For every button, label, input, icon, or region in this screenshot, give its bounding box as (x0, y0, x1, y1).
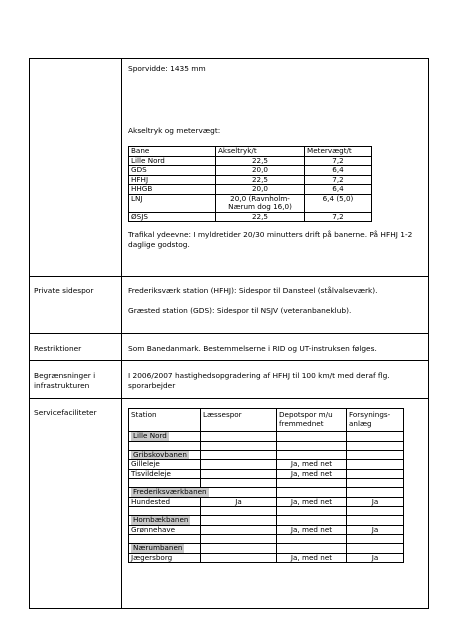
axle-cell: 20,0 (Ravnholm-Nærum dog 16,0) (216, 194, 305, 212)
group-row (129, 488, 404, 498)
station-name: Grønnehave (129, 525, 201, 535)
restrictions-text: Som Banedanmark. Bestemmelserne i RID og UT-instruksen følges. (122, 334, 429, 361)
table-row (129, 460, 404, 470)
table-row (30, 277, 429, 334)
service-header-station: Station (129, 409, 201, 432)
axle-cell: 7,2 (305, 175, 372, 185)
station-name: Gilleleje (129, 460, 201, 470)
sporvidde-text: Sporvidde: 1435 mm (128, 64, 206, 73)
limits-label: Begrænsninger i infrastrukturen (30, 361, 122, 399)
axle-cell: 22,5 (216, 212, 305, 222)
axle-cell: 6,4 (305, 166, 372, 176)
axle-cell: 6,4 (5,0) (305, 194, 372, 212)
axle-table (128, 146, 372, 222)
axle-cell: LNJ (129, 194, 216, 212)
station-cell: Ja, med net (277, 497, 347, 507)
service-header-forsyning: Forsynings-anlæg (347, 409, 404, 432)
station-cell: Ja (347, 553, 404, 563)
station-cell: Ja, med net (277, 525, 347, 535)
axle-cell: HFHJ (129, 175, 216, 185)
service-header-depotspor: Depotspor m/u fremmednet (277, 409, 347, 432)
station-cell: Ja, med net (277, 553, 347, 563)
trafikal-text: Trafikal ydeevne: I myldretider 20/30 minutters drift på banerne. På HFHJ 1-2 daglige godstog. (128, 230, 413, 249)
private-line2: Græsted station (GDS): Sidespor til NSJV (veteranbaneklub). (128, 306, 352, 315)
station-name: Hundested (129, 497, 201, 507)
akseltryk-heading: Akseltryk og metervægt: (128, 126, 221, 135)
group-label: Hornbækbanen (133, 515, 189, 524)
axle-header-akseltryk: Akseltryk/t (216, 147, 305, 157)
service-header (129, 409, 404, 432)
station-cell: Ja (347, 497, 404, 507)
axle-cell: 6,4 (305, 185, 372, 195)
service-content (122, 399, 429, 609)
private-line1: Frederiksværk station (HFHJ): Sidespor til Dansteel (stålvalseværk). (128, 286, 378, 295)
group-label: Lille Nord (133, 431, 167, 440)
table-row (129, 553, 404, 563)
axle-header-metervaegt: Metervægt/t (305, 147, 372, 157)
axle-cell: GDS (129, 166, 216, 176)
spacer-row (129, 441, 404, 450)
table-row (129, 185, 372, 195)
table-row (129, 194, 372, 212)
station-cell (201, 460, 277, 470)
station-cell: Ja, med net (277, 460, 347, 470)
table-row (30, 361, 429, 399)
group-label: Nærumbanen (133, 543, 183, 552)
group-row (129, 516, 404, 526)
table-row (30, 399, 429, 609)
station-cell (201, 553, 277, 563)
table-row (30, 334, 429, 361)
private-label: Private sidespor (30, 277, 122, 334)
table-row (129, 525, 404, 535)
station-cell (347, 469, 404, 479)
axle-table-header (129, 147, 372, 157)
table-row (129, 212, 372, 222)
axle-cell: 22,5 (216, 156, 305, 166)
limits-text: I 2006/2007 hastighedsopgradering af HFHJ til 100 km/t med deraf flg. sporarbejder (122, 361, 429, 399)
axle-cell: Lille Nord (129, 156, 216, 166)
station-cell: Ja (347, 525, 404, 535)
station-cell: Ja, med net (277, 469, 347, 479)
station-name: Jægersborg (129, 553, 201, 563)
group-label: Frederiksværkbanen (133, 487, 207, 496)
table-row (129, 497, 404, 507)
axle-header-bane: Bane (129, 147, 216, 157)
group-label: Gribskovbanen (133, 449, 187, 459)
axle-cell: 7,2 (305, 156, 372, 166)
table-row (129, 166, 372, 176)
table-row (30, 59, 429, 277)
service-header-laessespor: Læssespor (201, 409, 277, 432)
service-table (128, 408, 404, 563)
axle-cell: ØSJS (129, 212, 216, 222)
infrastructure-table (29, 58, 429, 609)
axle-cell: 7,2 (305, 212, 372, 222)
axle-cell: HHGB (129, 185, 216, 195)
station-cell: Ja (201, 497, 277, 507)
station-cell (201, 525, 277, 535)
station-cell (201, 469, 277, 479)
station-cell (347, 460, 404, 470)
service-label: Servicefaciliteter (30, 399, 122, 609)
group-row (129, 450, 404, 460)
group-row (129, 544, 404, 554)
axle-cell: 22,5 (216, 175, 305, 185)
content-cell (122, 59, 429, 277)
group-row (129, 432, 404, 442)
axle-cell: 20,0 (216, 185, 305, 195)
restrictions-label: Restriktioner (30, 334, 122, 361)
axle-cell: 20,0 (216, 166, 305, 176)
table-row (129, 469, 404, 479)
private-content (122, 277, 429, 334)
empty-label-cell (30, 59, 122, 277)
station-name: Tisvildeleje (129, 469, 201, 479)
